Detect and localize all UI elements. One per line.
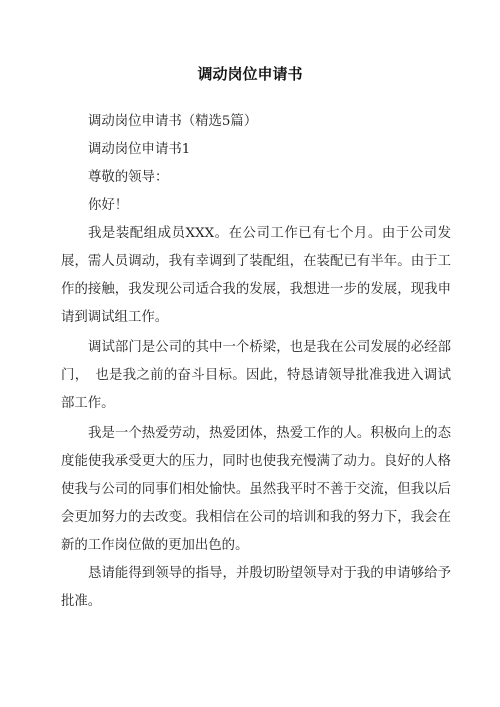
salutation: 尊敬的领导： xyxy=(88,170,169,185)
document-subtitle: 调动岗位申请书（精选5篇） xyxy=(88,114,258,129)
greeting: 你好！ xyxy=(88,198,129,213)
document-body xyxy=(61,108,451,616)
section-heading: 调动岗位申请书1 xyxy=(88,142,191,157)
paragraph-1: 我是装配组成员XXX。在公司工作已有七个月。由于公司发展，需人员调动，我有幸调到了装配组，在装配已有半年。由于工作的接触，我发现公司适合我的发展，我想进一步的发展，现我申请到调试组工作。 xyxy=(61,226,451,325)
paragraph-2: 调试部门是公司的其中一个桥梁，也是我在公司发展的必经部门， 也是我之前的奋斗目标。因此，特恳请领导批准我进入调试部工作。 xyxy=(61,340,451,411)
paragraph-3: 我是一个热爱劳动，热爱团体，热爱工作的人。积极向上的态度能使我承受更大的压力，同时也使我充慢满了动力。良好的人格使我与公司的同事们相处愉快。虽然我平时不善于交流，但我以后会更加努力的去改变。我相信在公司的培训和我的努力下，我会在新的工作岗位做的更加出色的。 xyxy=(61,426,451,553)
document-title: 调动岗位申请书 xyxy=(197,65,303,83)
paragraph-4: 恳请能得到领导的指导，并殷切盼望领导对于我的申请够给予批准。 xyxy=(61,566,451,609)
